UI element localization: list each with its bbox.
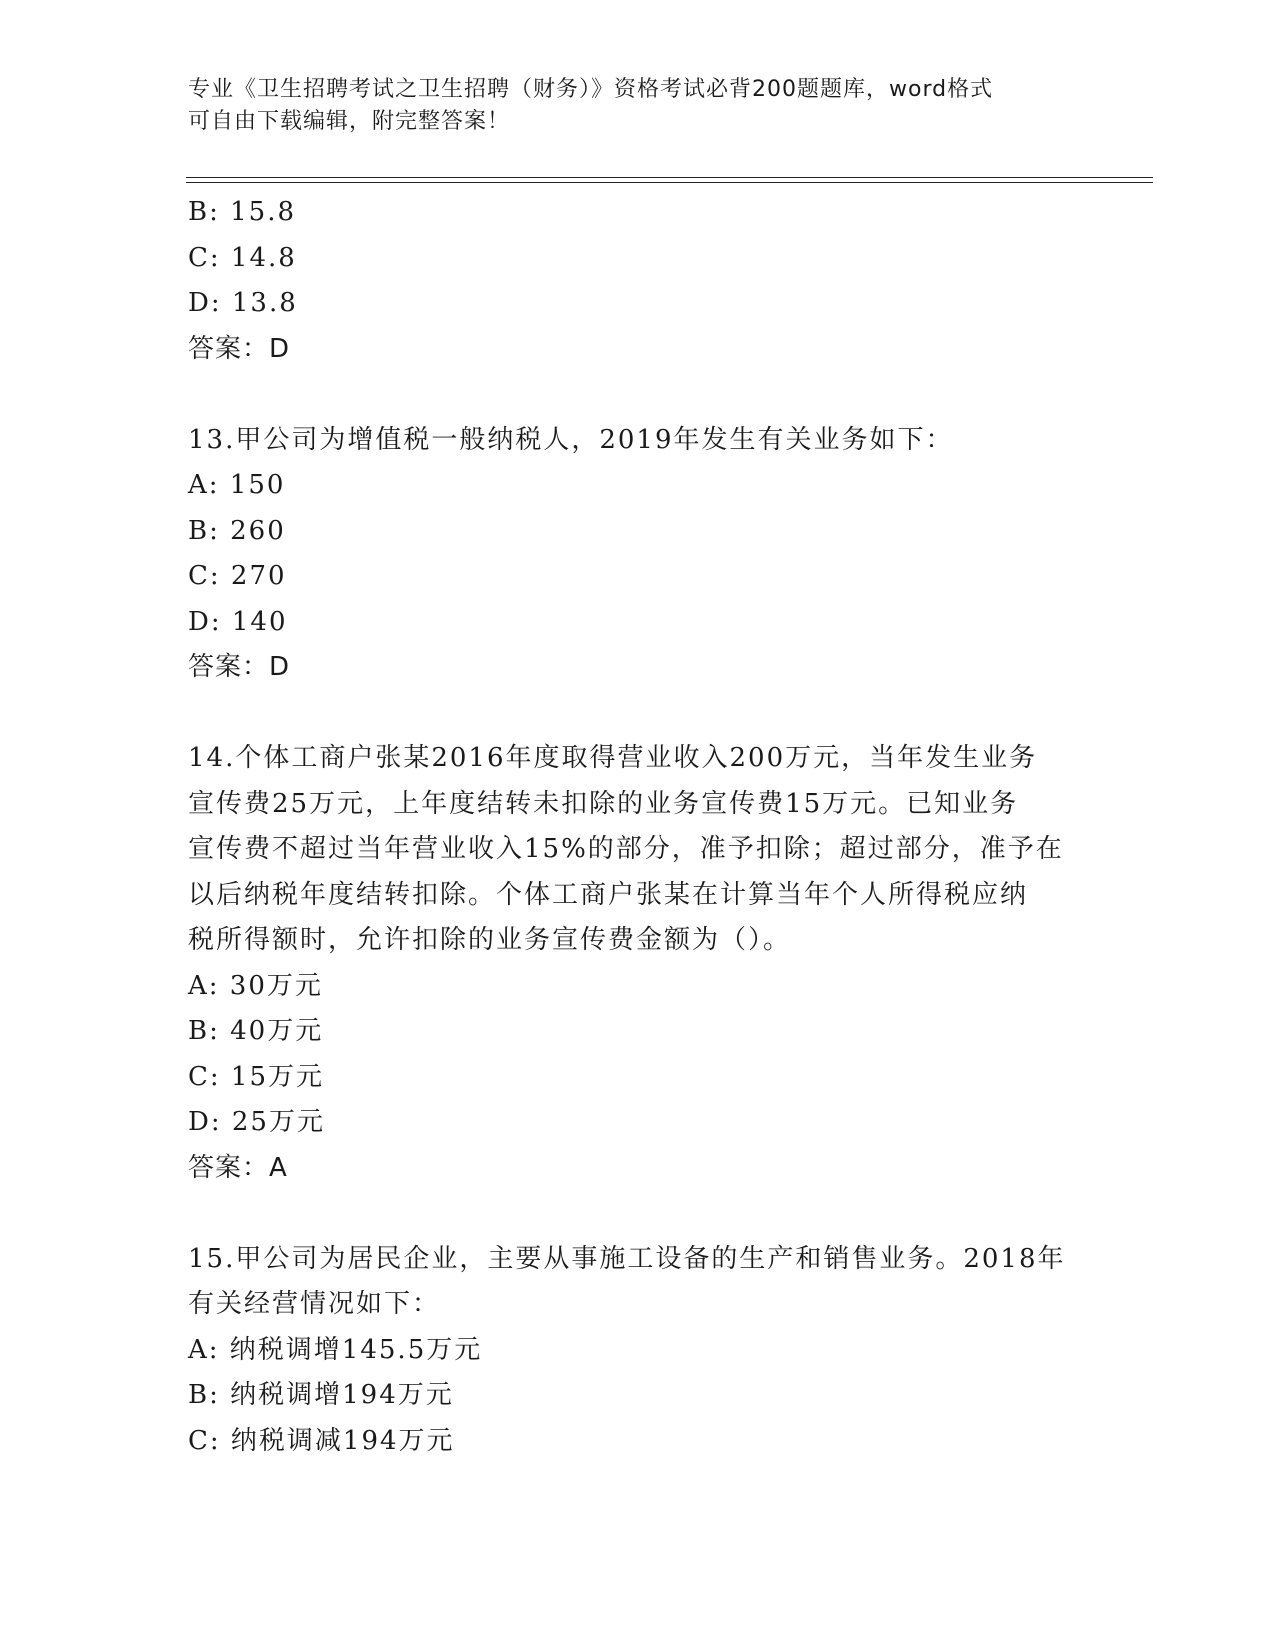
question-12: [188, 190, 1088, 372]
option-c: C: 15万元: [188, 1061, 325, 1092]
question-15: [188, 1237, 1088, 1465]
header-line-1: 专业《卫生招聘考试之卫生招聘（财务）》资格考试必背200题题库，word格式: [188, 77, 994, 102]
question-stem-line: 14.个体工商户张某2016年度取得营业收入200万元，当年发生业务: [188, 743, 1038, 773]
question-stem-line: 宣传费不超过当年营业收入15%的部分，准予扣除；超过部分，准予在: [188, 834, 1064, 864]
option-c: C: 270: [188, 561, 287, 591]
question-stem-line: 15.甲公司为居民企业，主要从事施工设备的生产和销售业务。2018年: [188, 1243, 1066, 1274]
option-a: A: 150: [188, 470, 286, 500]
answer-line: 答案：A: [188, 1152, 288, 1183]
option-c: C: 纳税调减194万元: [188, 1425, 455, 1456]
question-stem-line: 宣传费25万元，上年度结转未扣除的业务宣传费15万元。已知业务: [188, 788, 1019, 819]
spacer: [188, 1191, 1088, 1237]
question-list: [188, 190, 1088, 1464]
option-b: B: 纳税调增194万元: [188, 1380, 454, 1410]
spacer: [188, 372, 1088, 418]
header-line-2: 可自由下载编辑，附完整答案！: [188, 109, 511, 134]
question-stem-line: 以后纳税年度结转扣除。个体工商户张某在计算当年个人所得税应纳: [188, 879, 1029, 910]
option-c: C: 14.8: [188, 242, 297, 273]
question-13: [188, 418, 1088, 691]
option-d: D: 25万元: [188, 1107, 325, 1137]
option-d: D: 13.8: [188, 288, 298, 318]
question-stem-line: 有关经营情况如下：: [188, 1289, 441, 1319]
answer-line: 答案：D: [188, 652, 291, 682]
question-14: [188, 736, 1088, 1191]
option-d: D: 140: [188, 606, 288, 637]
spacer: [188, 691, 1088, 737]
option-a: A: 纳税调增145.5万元: [188, 1334, 483, 1365]
option-a: A: 30万元: [188, 970, 323, 1001]
header-divider-bottom: [186, 182, 1153, 183]
option-b: B: 40万元: [188, 1016, 324, 1046]
question-stem: 13.甲公司为增值税一般纳税人，2019年发生有关业务如下：: [188, 424, 954, 455]
document-header: [188, 74, 1088, 138]
header-divider-top: [186, 177, 1153, 178]
option-b: B: 15.8: [188, 197, 297, 227]
question-stem-line: 税所得额时，允许扣除的业务宣传费金额为（）。: [188, 925, 792, 955]
option-b: B: 260: [188, 515, 286, 546]
answer-line: 答案：D: [188, 333, 291, 364]
